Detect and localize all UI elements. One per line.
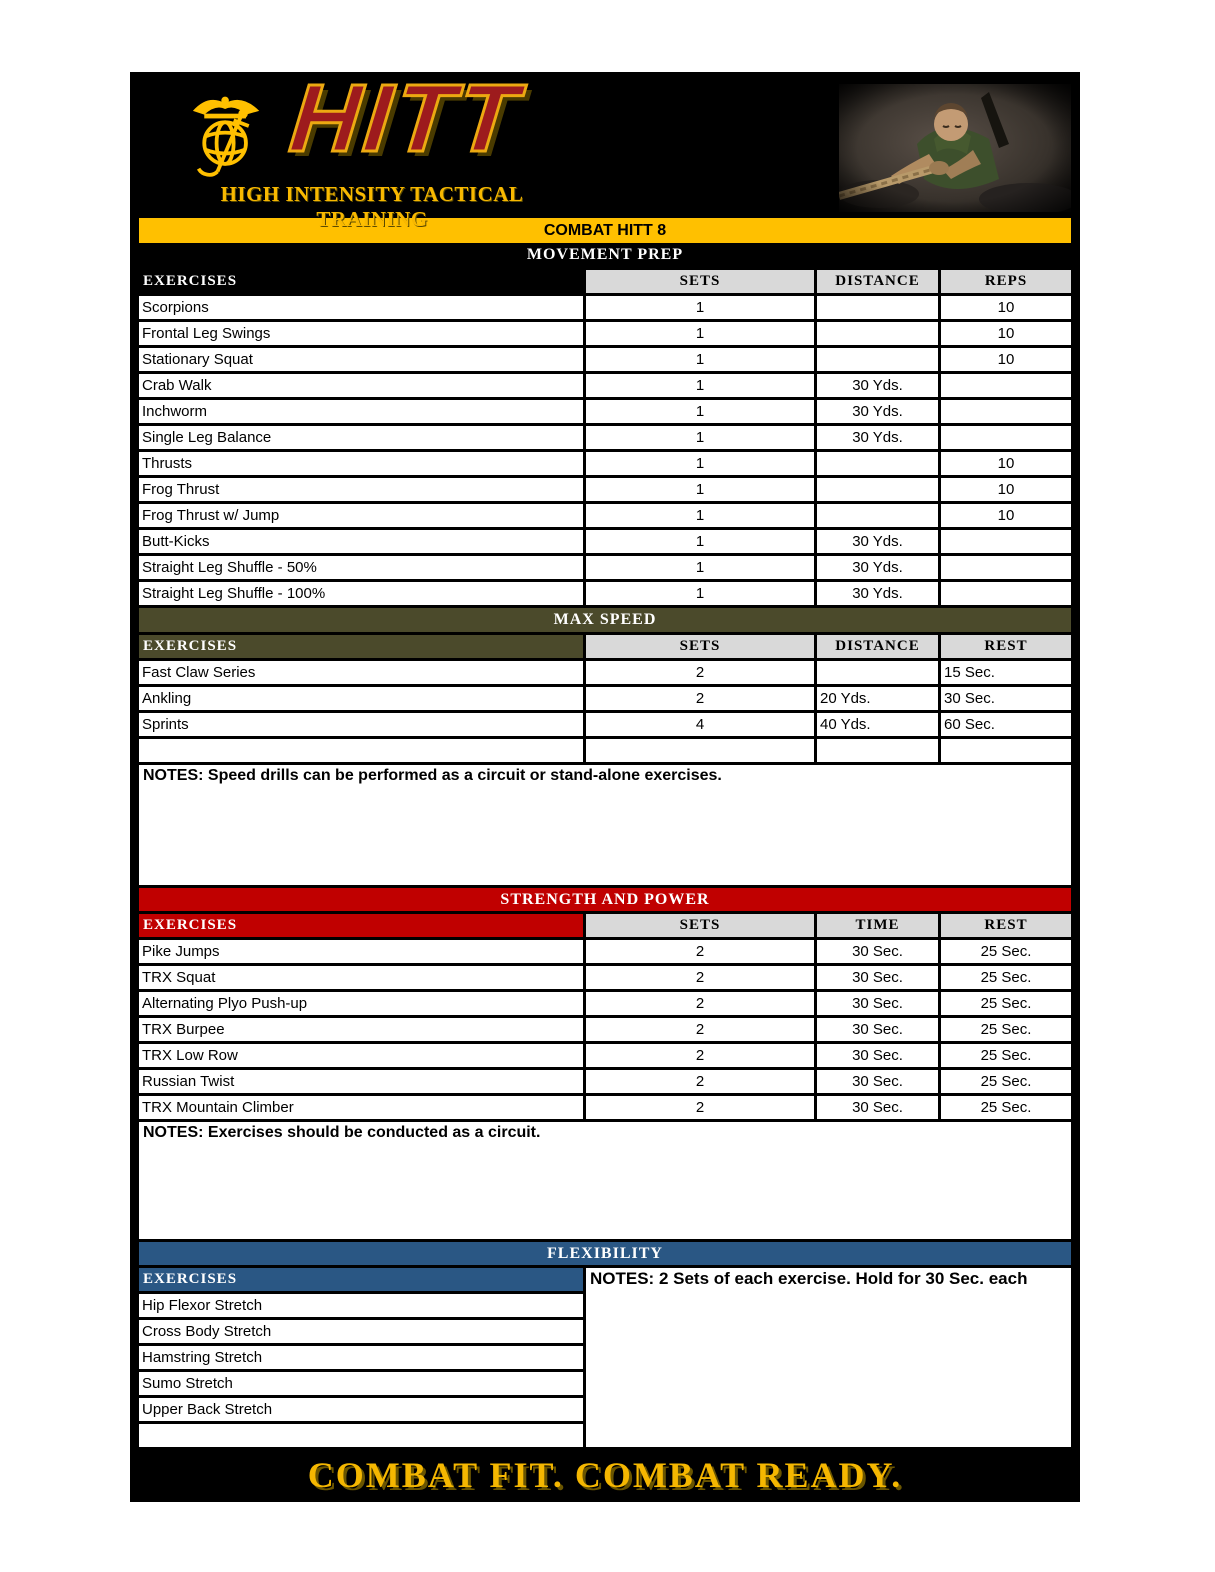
column-header-exercises: EXERCISES <box>139 914 583 937</box>
value-cell <box>586 739 814 762</box>
exercise-cell: Thrusts <box>139 452 583 475</box>
value-cell <box>817 296 938 319</box>
exercise-cell: Crab Walk <box>139 374 583 397</box>
value-cell: 2 <box>586 1044 814 1067</box>
value-cell: 30 Sec. <box>941 687 1071 710</box>
value-cell <box>817 661 938 684</box>
column-header-time: TIME <box>817 914 938 937</box>
exercise-cell <box>139 1424 583 1447</box>
value-cell: 2 <box>586 1018 814 1041</box>
value-cell <box>941 582 1071 605</box>
footer-slogan: COMBAT FIT. COMBAT READY. <box>307 1454 903 1495</box>
value-cell: 10 <box>941 504 1071 527</box>
strength-table <box>139 914 1071 937</box>
movement-prep-table <box>139 270 1071 293</box>
value-cell: 1 <box>586 530 814 553</box>
value-cell: 2 <box>586 992 814 1015</box>
column-header-reps: REPS <box>941 270 1071 293</box>
exercise-cell: Cross Body Stretch <box>139 1320 583 1343</box>
value-cell: 30 Sec. <box>817 992 938 1015</box>
value-cell: 30 Yds. <box>817 426 938 449</box>
exercise-cell: Pike Jumps <box>139 940 583 963</box>
value-cell: 10 <box>941 296 1071 319</box>
exercise-cell: Ankling <box>139 687 583 710</box>
value-cell: 25 Sec. <box>941 1044 1071 1067</box>
value-cell: 30 Sec. <box>817 940 938 963</box>
column-header-rest: REST <box>941 914 1071 937</box>
title-banner: COMBAT HITT 8 <box>139 218 1071 243</box>
value-cell: 25 Sec. <box>941 1018 1071 1041</box>
workout-sheet <box>130 65 1080 1502</box>
max-speed-table <box>139 635 1071 658</box>
value-cell: 1 <box>586 322 814 345</box>
value-cell: 1 <box>586 348 814 371</box>
hitt-logo-subtitle: HIGH INTENSITY TACTICAL TRAINING <box>220 182 524 231</box>
exercise-cell: Sumo Stretch <box>139 1372 583 1395</box>
value-cell: 2 <box>586 687 814 710</box>
column-header-rest: REST <box>941 635 1071 658</box>
value-cell <box>817 504 938 527</box>
exercise-cell: Inchworm <box>139 400 583 423</box>
section-banner-max-speed: MAX SPEED <box>139 608 1071 632</box>
section-banner-movement-prep: MOVEMENT PREP <box>139 243 1071 267</box>
value-cell: 30 Sec. <box>817 1018 938 1041</box>
column-header-exercises: EXERCISES <box>139 270 583 293</box>
column-header-sets: SETS <box>586 270 814 293</box>
value-cell: 1 <box>586 556 814 579</box>
value-cell: 1 <box>586 504 814 527</box>
flexibility-section <box>139 1268 1071 1447</box>
hitt-logo-wordmark: HITT <box>285 65 526 172</box>
exercise-cell: Straight Leg Shuffle - 50% <box>139 556 583 579</box>
movement-prep-rows <box>139 296 1071 605</box>
value-cell <box>941 530 1071 553</box>
value-cell <box>941 556 1071 579</box>
footer-banner <box>139 1447 1071 1502</box>
exercise-cell: TRX Squat <box>139 966 583 989</box>
value-cell: 30 Yds. <box>817 400 938 423</box>
value-cell: 10 <box>941 478 1071 501</box>
exercise-cell: TRX Low Row <box>139 1044 583 1067</box>
exercise-cell: Stationary Squat <box>139 348 583 371</box>
max-speed-notes: NOTES: Speed drills can be performed as a circuit or stand-alone exercises. <box>139 765 1071 885</box>
flexibility-notes <box>586 1268 1071 1447</box>
exercise-cell: Alternating Plyo Push-up <box>139 992 583 1015</box>
value-cell: 2 <box>586 1070 814 1093</box>
value-cell: 15 Sec. <box>941 661 1071 684</box>
exercise-cell: TRX Mountain Climber <box>139 1096 583 1119</box>
max-speed-rows <box>139 661 1071 762</box>
value-cell: 2 <box>586 661 814 684</box>
value-cell: 2 <box>586 966 814 989</box>
value-cell: 30 Sec. <box>817 1096 938 1119</box>
flexibility-notes-text: NOTES: 2 Sets of each exercise. Hold for 30 Sec. each <box>590 1269 1028 1288</box>
exercise-cell: Hip Flexor Stretch <box>139 1294 583 1317</box>
column-header-exercises: EXERCISES <box>139 1268 583 1291</box>
value-cell: 25 Sec. <box>941 1096 1071 1119</box>
section-banner-flexibility: FLEXIBILITY <box>139 1242 1071 1265</box>
exercise-cell: Single Leg Balance <box>139 426 583 449</box>
value-cell <box>941 400 1071 423</box>
exercise-cell: Butt-Kicks <box>139 530 583 553</box>
value-cell <box>941 739 1071 762</box>
exercise-cell: Sprints <box>139 713 583 736</box>
value-cell: 4 <box>586 713 814 736</box>
value-cell <box>817 739 938 762</box>
value-cell: 10 <box>941 452 1071 475</box>
exercise-cell: Scorpions <box>139 296 583 319</box>
value-cell: 2 <box>586 940 814 963</box>
strength-rows <box>139 940 1071 1119</box>
value-cell: 1 <box>586 452 814 475</box>
marine-rope-pull-photo <box>839 84 1071 212</box>
exercise-cell: Upper Back Stretch <box>139 1398 583 1421</box>
strength-notes: NOTES: Exercises should be conducted as a circuit. <box>139 1122 1071 1239</box>
value-cell <box>941 374 1071 397</box>
value-cell <box>817 478 938 501</box>
value-cell: 30 Yds. <box>817 582 938 605</box>
value-cell: 10 <box>941 322 1071 345</box>
value-cell: 1 <box>586 478 814 501</box>
value-cell: 25 Sec. <box>941 940 1071 963</box>
exercise-cell: TRX Burpee <box>139 1018 583 1041</box>
column-header-exercises: EXERCISES <box>139 635 583 658</box>
value-cell: 1 <box>586 296 814 319</box>
value-cell: 2 <box>586 1096 814 1119</box>
value-cell: 40 Yds. <box>817 713 938 736</box>
value-cell: 1 <box>586 374 814 397</box>
column-header-distance: DISTANCE <box>817 270 938 293</box>
value-cell: 25 Sec. <box>941 992 1071 1015</box>
section-banner-strength-and-power: STRENGTH AND POWER <box>139 888 1071 911</box>
exercise-cell: Russian Twist <box>139 1070 583 1093</box>
exercise-cell: Frog Thrust <box>139 478 583 501</box>
value-cell: 25 Sec. <box>941 966 1071 989</box>
value-cell: 20 Yds. <box>817 687 938 710</box>
value-cell: 1 <box>586 400 814 423</box>
exercise-cell: Hamstring Stretch <box>139 1346 583 1369</box>
column-header-distance: DISTANCE <box>817 635 938 658</box>
value-cell <box>817 452 938 475</box>
value-cell: 30 Sec. <box>817 1070 938 1093</box>
value-cell <box>817 348 938 371</box>
value-cell: 30 Yds. <box>817 530 938 553</box>
value-cell <box>941 426 1071 449</box>
value-cell: 25 Sec. <box>941 1070 1071 1093</box>
usmc-eagle-globe-anchor-icon <box>187 90 267 180</box>
value-cell: 1 <box>586 426 814 449</box>
exercise-cell: Fast Claw Series <box>139 661 583 684</box>
exercise-cell: Frontal Leg Swings <box>139 322 583 345</box>
flexibility-exercise-column <box>139 1268 583 1447</box>
value-cell: 10 <box>941 348 1071 371</box>
value-cell: 30 Sec. <box>817 966 938 989</box>
value-cell: 60 Sec. <box>941 713 1071 736</box>
value-cell: 30 Yds. <box>817 374 938 397</box>
value-cell: 30 Yds. <box>817 556 938 579</box>
exercise-cell <box>139 739 583 762</box>
value-cell <box>817 322 938 345</box>
exercise-cell: Straight Leg Shuffle - 100% <box>139 582 583 605</box>
column-header-sets: SETS <box>586 914 814 937</box>
column-header-sets: SETS <box>586 635 814 658</box>
exercise-cell: Frog Thrust w/ Jump <box>139 504 583 527</box>
value-cell: 1 <box>586 582 814 605</box>
value-cell: 30 Sec. <box>817 1044 938 1067</box>
